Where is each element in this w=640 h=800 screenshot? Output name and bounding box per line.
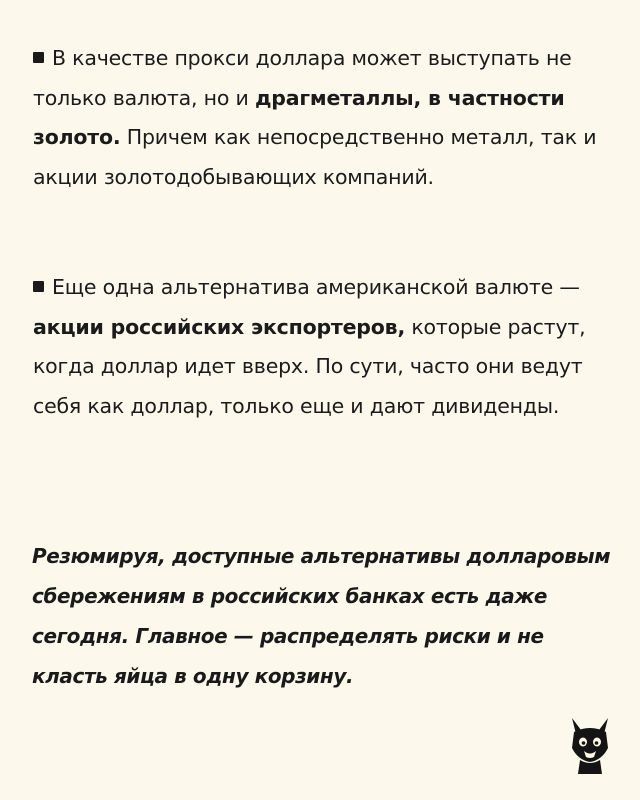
paragraph-gold-text-start: В качестве прокси доллара может выступать не только валюта, но и <box>33 46 572 110</box>
fox-mascot-icon <box>568 716 612 774</box>
paragraph-gold-bold: драгметаллы, в частности золото. <box>33 85 565 149</box>
paragraph-exporters-text-start: Еще одна альтернатива американской валюте — <box>52 275 580 299</box>
paragraph-gold-text-end: Причем как непосредственно металл, так и акции золотодобывающих компаний. <box>33 125 597 189</box>
square-bullet-icon <box>33 52 44 63</box>
square-bullet-icon <box>33 281 44 292</box>
paragraph-exporters-text-end: которые растут, когда доллар идет вверх. По сути, часто они ведут себя как доллар, только еще и дают дивиденды. <box>33 314 586 418</box>
summary-text: Резюмируя, доступные альтернативы долларовым сбережениям в российских банках есть даже сегодня. Главное — распределять риски и не класть яйца в одну корзину. <box>32 544 611 688</box>
paragraph-gold <box>33 39 623 197</box>
paragraph-exporters-bold: акции российских экспортеров, <box>33 314 406 339</box>
paragraph-exporters <box>33 268 623 426</box>
